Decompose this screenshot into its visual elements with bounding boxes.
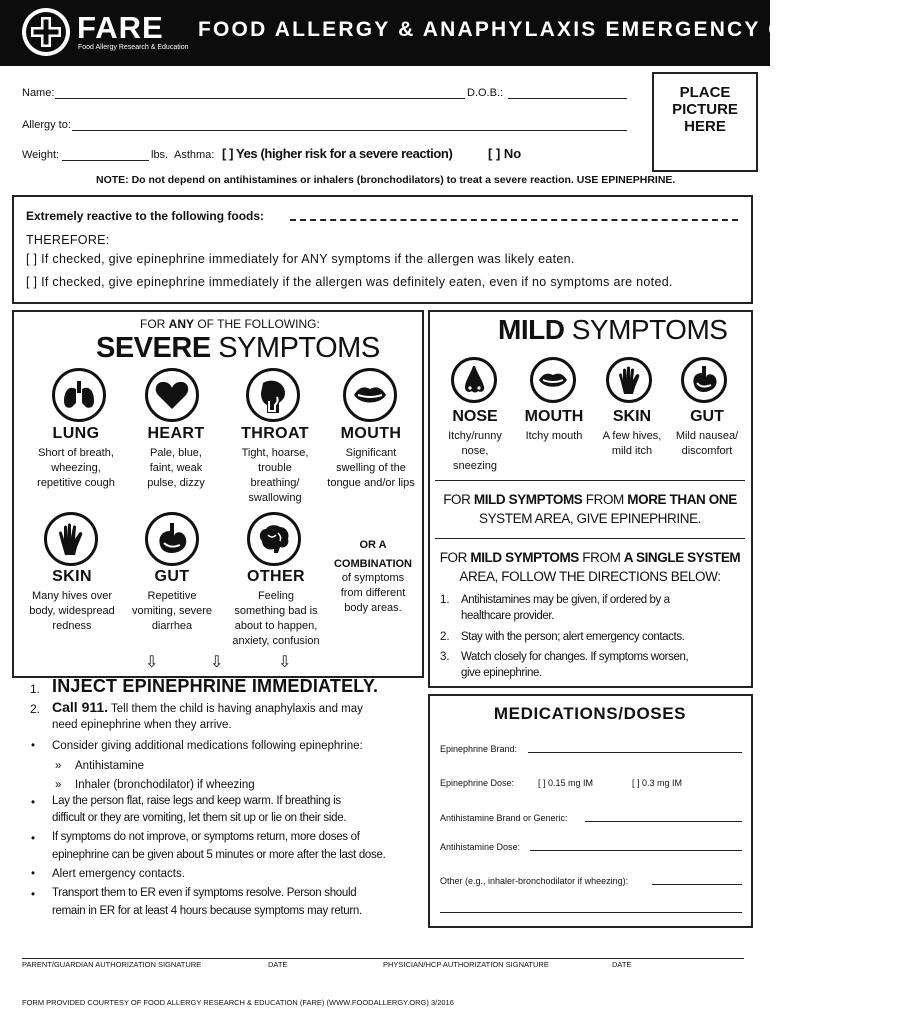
mild-symptom-name: SKIN [612, 408, 652, 425]
severe-symptom-name: GUT [154, 568, 190, 585]
direction-number: 3. [440, 651, 450, 663]
antihistamine-dose-field[interactable] [530, 850, 742, 851]
severe-symptoms-title [96, 332, 380, 365]
severe-symptom-desc-line: wheezing, [51, 462, 101, 474]
direction-number: 1. [440, 594, 450, 606]
direction-text: healthcare provider. [461, 610, 555, 622]
severe-symptom-desc-line: Significant [345, 447, 397, 459]
picture-placeholder[interactable] [652, 72, 758, 172]
antihistamine-dose-label: Antihistamine Dose: [440, 842, 521, 852]
severe-symptom-desc-line: Feeling [257, 590, 295, 602]
severe-symptom-desc [116, 589, 228, 634]
severe-symptom-desc-line: body, widespread [29, 605, 115, 617]
epinephrine-dose-label: Epinephrine Dose: [440, 778, 515, 788]
severe-symptom-desc-line: vomiting, severe [131, 605, 213, 617]
for-any-bold: ANY [168, 317, 195, 331]
step-transport-er-line2: remain in ER for at least 4 hours because symptoms may return. [52, 905, 362, 917]
mild-symptom-desc [510, 429, 598, 444]
picture-label-line2: PICTURE [672, 101, 738, 118]
mild-symptom-desc-line: A few hives, [602, 430, 662, 442]
weight-field[interactable] [62, 160, 149, 161]
mild-symptom-desc-line: Itchy mouth [525, 430, 583, 442]
down-arrow-icon: ⇩ [278, 654, 292, 671]
mild-multi-bold2: MORE THAN ONE [627, 492, 737, 507]
step-additional-meds: Consider giving additional medications following epinephrine: [52, 740, 363, 752]
mild-symptom-name: GUT [690, 408, 724, 425]
sub-bullet-icon: » [55, 760, 62, 772]
for-any-heading [140, 317, 320, 331]
mild-symptom-desc-line: discomfort [681, 445, 733, 457]
severe-symptom-name: OTHER [247, 568, 305, 585]
mild-single-area-instructions [430, 548, 750, 586]
severe-symptom-desc-line: diarrhea [151, 620, 193, 632]
therefore-label: THEREFORE: [26, 233, 110, 247]
weight-label: Weight: [22, 149, 60, 161]
mild-single-pre: FOR [439, 550, 471, 565]
hand-icon [44, 512, 98, 566]
step-transport-er: Transport them to ER even if symptoms resolve. Person should [52, 887, 357, 899]
severe-symptom-name: LUNG [52, 425, 100, 442]
antihistamine-brand-label: Antihistamine Brand or Generic: [440, 813, 568, 823]
severe-symptom-name: MOUTH [340, 425, 402, 442]
severe-symptom-desc-line: redness [52, 620, 92, 632]
severe-symptom-desc-line: repetitive cough [37, 477, 115, 489]
severe-symptom-name: SKIN [52, 568, 92, 585]
mild-symptom-desc-line: Mild nausea/ [675, 430, 739, 442]
mild-symptom-name: NOSE [452, 408, 498, 425]
mild-title-bold: MILD [498, 314, 565, 345]
severe-symptom-desc [316, 446, 426, 491]
dose-015-checkbox[interactable]: [ ] 0.15 mg IM [538, 778, 594, 788]
direction-number: 2. [440, 631, 450, 643]
medications-title: MEDICATIONS/DOSES [493, 704, 687, 723]
severe-symptom-name: HEART [147, 425, 205, 442]
step-lay-flat: Lay the person flat, raise legs and keep warm. If breathing is [52, 795, 341, 807]
severe-symptom-desc-line: swelling of the [336, 462, 406, 474]
mild-multi-area-instructions [430, 490, 750, 528]
stomach-icon [145, 512, 199, 566]
combination-line2: COMBINATION [333, 558, 412, 570]
mild-multi-pre: FOR [443, 492, 474, 507]
combination-desc [328, 571, 418, 616]
dose-03-checkbox[interactable]: [ ] 0.3 mg IM [632, 778, 683, 788]
severe-symptom-desc [14, 589, 130, 634]
asthma-no-checkbox[interactable]: [ ] No [488, 146, 522, 161]
step2-line2: need epinephrine when they arrive. [52, 719, 232, 731]
step1-number: 1. [30, 682, 41, 696]
severe-symptom-desc-line: Pale, blue, [150, 447, 202, 459]
footer-credit: FORM PROVIDED COURTESY OF FOOD ALLERGY RESEARCH & EDUCATION (FARE) (WWW.FOODALLERGY.ORG) 3/2016 [22, 998, 454, 1007]
combination-desc-line: from different [340, 587, 406, 599]
heart-icon [145, 368, 199, 422]
mild-multi-bold: MILD SYMPTOMS [473, 492, 583, 507]
brain-icon [247, 512, 301, 566]
hand-icon [606, 357, 652, 403]
mild-title-rest: SYMPTOMS [564, 314, 728, 345]
severe-title-rest: SYMPTOMS [210, 332, 380, 364]
mild-symptom-desc [434, 429, 516, 474]
mild-divider [435, 538, 745, 539]
picture-label-line3: HERE [684, 118, 726, 135]
for-any-post: OF THE FOLLOWING: [194, 317, 320, 331]
severe-symptom-desc [220, 589, 332, 649]
severe-symptom-desc-line: Tight, hoarse, [241, 447, 309, 459]
severe-symptom-name: THROAT [241, 425, 309, 442]
mild-symptom-desc-line: Itchy/runny [448, 430, 502, 442]
combination-heading [330, 536, 416, 574]
severe-title-bold: SEVERE [96, 332, 211, 364]
other-medication-label: Other (e.g., inhaler-bronchodilator if wheezing): [440, 876, 629, 886]
mild-symptom-name: MOUTH [524, 408, 584, 425]
mild-single-bold2: A SINGLE SYSTEM [623, 550, 741, 565]
combination-desc-line: of symptoms [341, 572, 405, 584]
step2-number: 2. [30, 702, 41, 716]
mild-multi-line2: SYSTEM AREA, GIVE EPINEPHRINE. [478, 511, 702, 526]
severe-symptom-desc-line: something bad is [234, 605, 318, 617]
picture-label-line1: PLACE [679, 84, 731, 101]
mild-single-line2: AREA, FOLLOW THE DIRECTIONS BELOW: [459, 569, 721, 584]
mild-symptom-desc-line: sneezing [452, 460, 498, 472]
parent-date-label: DATE [268, 960, 288, 969]
for-any-pre: FOR [140, 317, 169, 331]
medications-box [428, 694, 753, 928]
mild-single-mid: FROM [578, 550, 624, 565]
other-medication-field-line2[interactable] [440, 912, 742, 913]
likely-eaten-checkbox[interactable]: [ ] If checked, give epinephrine immediately for ANY symptoms if the allergen was likely eaten. [26, 252, 575, 266]
epinephrine-note: NOTE: Do not depend on antihistamines or inhalers (bronchodilators) to treat a severe reaction. USE EPINEPHRINE. [96, 174, 676, 186]
mild-symptoms-title [498, 314, 727, 346]
epinephrine-brand-field[interactable] [528, 752, 742, 753]
epinephrine-brand-label: Epinephrine Brand: [440, 744, 518, 754]
name-field[interactable] [55, 98, 465, 99]
dob-field[interactable] [508, 98, 627, 99]
step-antihistamine: Antihistamine [75, 760, 145, 772]
severe-symptom-desc-line: Repetitive [147, 590, 197, 602]
asthma-label: Asthma: [174, 149, 215, 161]
physician-signature-label: PHYSICIAN/HCP AUTHORIZATION SIGNATURE [383, 960, 549, 969]
mild-single-bold: MILD SYMPTOMS [470, 550, 579, 565]
logo-brand: FARE [77, 10, 164, 45]
step-lay-flat-line2: difficult or they are vomiting, let them sit up or lie on their side. [52, 812, 347, 824]
allergy-label: Allergy to: [22, 119, 71, 131]
combination-line1: OR A [359, 539, 387, 551]
mild-divider [435, 480, 745, 481]
reactive-foods-field[interactable] [290, 211, 738, 221]
step-alert-contacts: Alert emergency contacts. [52, 868, 185, 880]
bullet-icon: • [31, 797, 36, 809]
dob-label: D.O.B.: [467, 87, 504, 99]
combination-desc-line: body areas. [344, 602, 402, 614]
step2-bold: Call 911. [52, 699, 109, 715]
name-label: Name: [22, 87, 55, 99]
throat-icon [246, 368, 300, 422]
stomach-icon [681, 357, 727, 403]
document-title: FOOD ALLERGY & ANAPHYLAXIS EMERGENCY CARE PLAN [198, 18, 911, 41]
severe-symptom-desc-line: swallowing [248, 492, 302, 504]
lbs-label: lbs. [151, 149, 169, 161]
mild-multi-line1 [430, 490, 750, 509]
mild-symptom-desc [662, 429, 752, 459]
asthma-yes-checkbox[interactable]: [ ] Yes (higher risk for a severe reaction) [222, 146, 453, 161]
reactive-label: Extremely reactive to the following foods: [26, 209, 265, 223]
direction-text: Watch closely for changes. If symptoms worsen, [461, 651, 689, 663]
severe-symptom-desc-line: Many hives over [31, 590, 113, 602]
severe-symptom-desc-line: tongue and/or lips [327, 477, 415, 489]
direction-text: Stay with the person; alert emergency contacts. [461, 631, 685, 643]
fare-logo-icon [22, 8, 70, 56]
parent-signature-label: PARENT/GUARDIAN AUTHORIZATION SIGNATURE [22, 960, 202, 969]
bullet-icon: • [31, 868, 36, 880]
severe-symptom-desc-line: faint, weak [149, 462, 203, 474]
definitely-eaten-checkbox[interactable]: [ ] If checked, give epinephrine immediately if the allergen was definitely eaten, even if no symptoms are noted. [26, 275, 673, 289]
down-arrow-icon: ⇩ [145, 654, 159, 671]
step2-call-911 [52, 699, 363, 718]
severe-symptom-desc-line: about to happen, [234, 620, 318, 632]
sub-bullet-icon: » [55, 779, 62, 791]
logo-subtitle: Food Allergy Research & Education [78, 44, 189, 51]
mild-single-line1 [430, 548, 750, 567]
severe-symptom-desc-line: Short of breath, [38, 447, 114, 459]
direction-text: Antihistamines may be given, if ordered by a [461, 594, 670, 606]
severe-symptom-desc-line: breathing/ [250, 477, 300, 489]
mouth-icon [530, 357, 576, 403]
step-inhaler: Inhaler (bronchodilator) if wheezing [75, 779, 255, 791]
allergy-field[interactable] [72, 130, 627, 131]
physician-date-label: DATE [612, 960, 632, 969]
signature-line[interactable] [22, 958, 744, 959]
nose-icon [451, 357, 497, 403]
bullet-icon: • [31, 833, 36, 845]
mild-symptom-desc-line: mild itch [611, 445, 653, 457]
severe-symptom-desc-line: trouble [258, 462, 292, 474]
step-more-doses: If symptoms do not improve, or symptoms return, more doses of [52, 831, 360, 843]
step2-rest: Tell them the child is having anaphylaxis and may [108, 703, 363, 715]
step-more-doses-line2: epinephrine can be given about 5 minutes or more after the last dose. [52, 849, 386, 861]
other-medication-field[interactable] [652, 884, 742, 885]
direction-text: give epinephrine. [461, 667, 542, 679]
antihistamine-brand-field[interactable] [585, 821, 742, 822]
severe-symptom-desc-line: pulse, dizzy [147, 477, 205, 489]
mild-symptom-desc-line: nose, [461, 445, 489, 457]
down-arrow-icon: ⇩ [210, 654, 224, 671]
mild-multi-mid: FROM [582, 492, 628, 507]
step1-inject-epinephrine: INJECT EPINEPHRINE IMMEDIATELY. [52, 676, 379, 696]
lung-icon [52, 368, 106, 422]
severe-symptom-desc-line: anxiety, confusion [232, 635, 320, 647]
mouth-icon [343, 368, 397, 422]
bullet-icon: • [31, 740, 36, 752]
bullet-icon: • [31, 889, 36, 901]
